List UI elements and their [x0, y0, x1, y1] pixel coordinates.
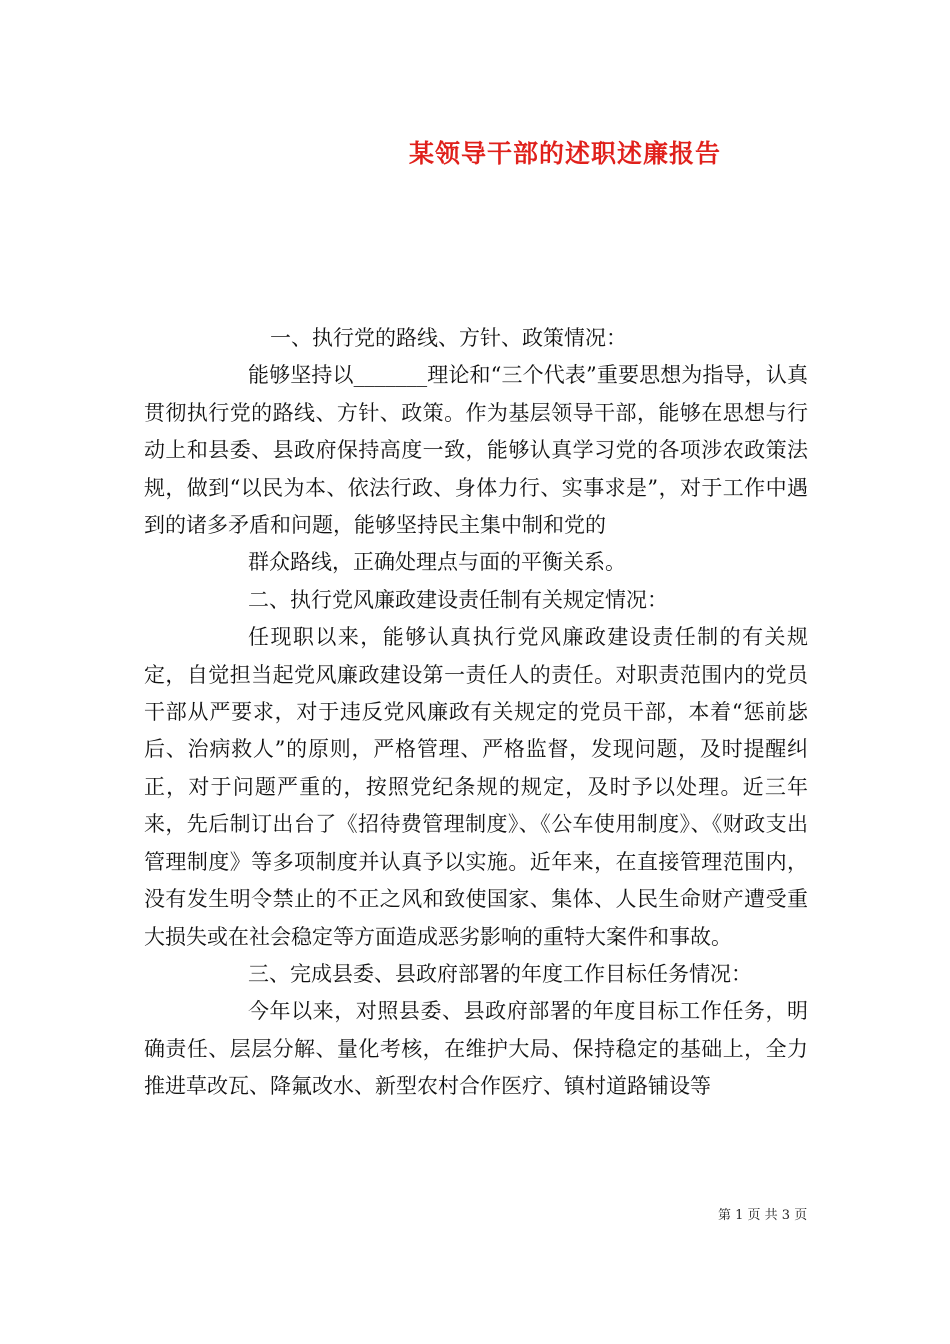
paragraph-2: 群众路线，正确处理点与面的平衡关系。 — [248, 550, 626, 575]
page-footer: 第 1 页 共 3 页 — [718, 1208, 808, 1223]
paragraph-4: 今年以来，对照县委、县政府部署的年度目标工作任务，明确责任、层层分解、量化考核，在维护大局、保持稳定的基础上，全力推进草改瓦、降氟改水、新型农村合作医疗、镇村道路铺设等 — [144, 999, 808, 1099]
section-heading-3: 三、完成县委、县政府部署的年度工作目标任务情况： — [248, 961, 752, 986]
section-heading-1: 一、执行党的路线、方针、政策情况： — [270, 326, 627, 350]
section-heading-2: 二、执行党风廉政建设责任制有关规定情况： — [248, 587, 668, 612]
paragraph-3: 任现职以来，能够认真执行党风廉政建设责任制的有关规定，自觉担当起党风廉政建设第一责任人的责任。对职责范围内的党员干部从严要求，对于违反党风廉政有关规定的党员干部，本着“惩前毖后、治病救人”的原则，严格管理、严格监督，发现问题，及时提醒纠正，对于问题严重的，按照党纪条规的规定，及时予以处理。近三年来，先后制订出台了《招待费管理制度》、《公车使用制度》、《财政支出管理制度》等多项制度并认真予以实施。近年来，在直接管理范围内，没有发生明令禁止的不正之风和致使国家、集体、人民生命财产遭受重大损失或在社会稳定等方面造成恶劣影响的重特大案件和事故。 — [144, 625, 808, 949]
document-title: 某领导干部的述职述廉报告 — [408, 139, 721, 168]
paragraph-1: 能够坚持以_______理论和“三个代表”重要思想为指导，认真贯彻执行党的路线、方针、政策。作为基层领导干部，能够在思想与行动上和县委、县政府保持高度一致，能够认真学习党的各项涉农政策法规，做到“以民为本、依法行政、身体力行、实事求是”，对于工作中遇到的诸多矛盾和问题，能够坚持民主集中制和党的 — [144, 363, 808, 538]
document-body — [144, 320, 808, 1106]
